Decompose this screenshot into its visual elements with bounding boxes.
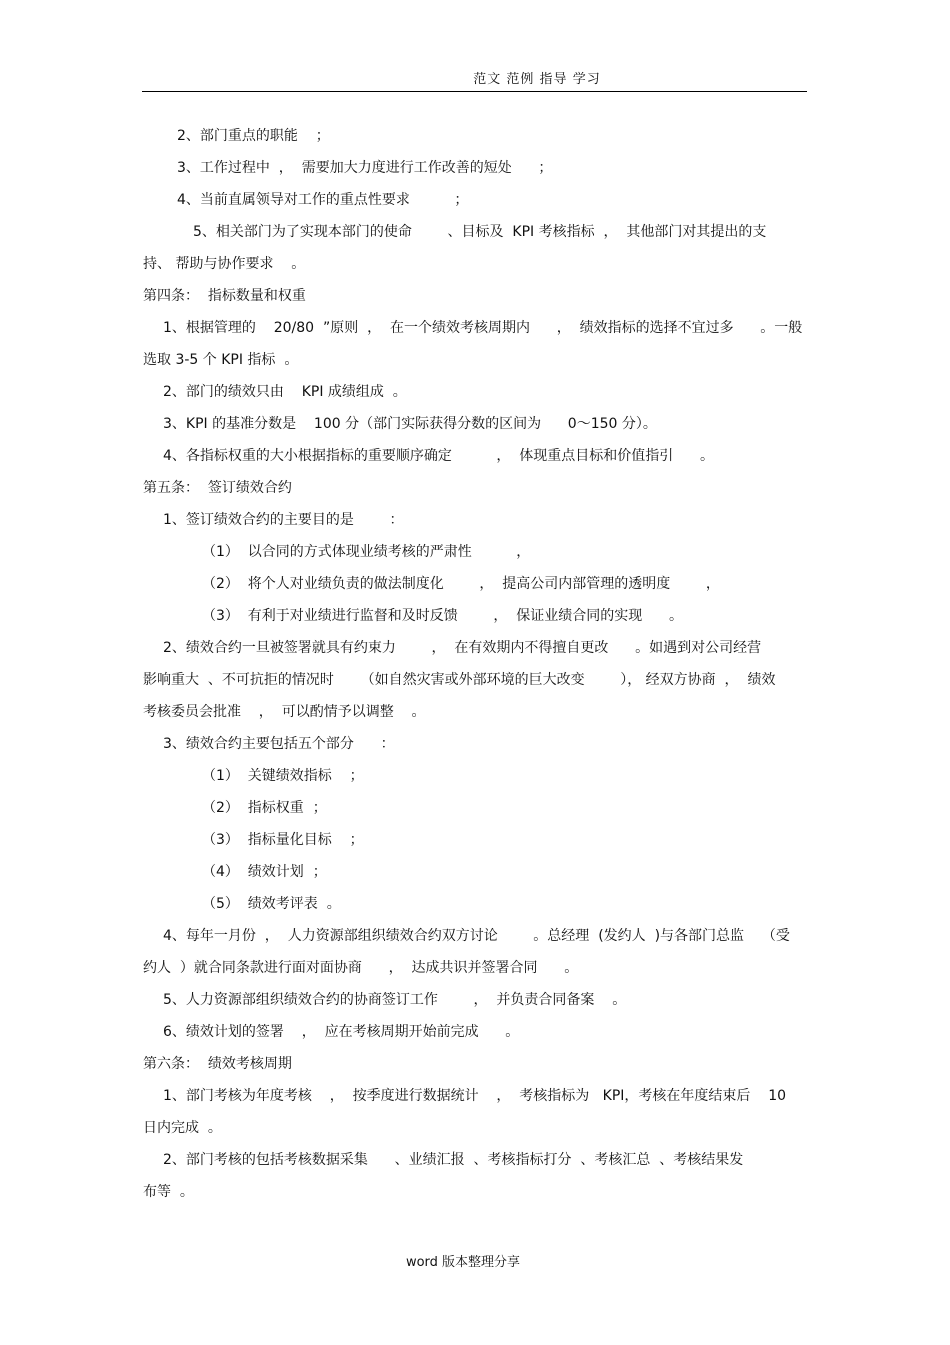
text-line: 4、每年一月份 ， 人力资源部组织绩效合约双方讨论 。总经理 (发约人 )与各部门总监 （受 xyxy=(163,928,790,944)
text-line: （2） 将个人对业绩负责的做法制度化 ， 提高公司内部管理的透明度 ， xyxy=(202,576,720,592)
text-line: 2、部门的绩效只由 KPI 成绩组成 。 xyxy=(163,384,407,400)
text-line: 1、部门考核为年度考核 ， 按季度进行数据统计 ， 考核指标为 KPI，考核在年度结束后 10 xyxy=(163,1088,787,1104)
header-rule xyxy=(142,91,807,92)
text-line: 1、根据管理的 20/80 ”原则 ， 在一个绩效考核周期内 ， 绩效指标的选择不宜过多 。一般 xyxy=(163,320,803,336)
text-line: 3、KPI 的基准分数是 100 分（部门实际获得分数的区间为 0～150 分）。 xyxy=(163,416,657,432)
text-line: 4、各指标权重的大小根据指标的重要顺序确定 ， 体现重点目标和价值指引 。 xyxy=(163,448,715,464)
page-header xyxy=(0,68,950,87)
text-line: （3） 指标量化目标 ； xyxy=(202,832,364,848)
text-line: （1） 关键绩效指标 ； xyxy=(202,768,364,784)
text-line: 选取 3-5 个 KPI 指标 。 xyxy=(143,352,299,368)
text-line: 2、部门考核的包括考核数据采集 、业绩汇报 、考核指标打分 、考核汇总 、考核结果发 xyxy=(163,1152,744,1168)
text-line: 约人 ）就合同条款进行面对面协商 ， 达成共识并签署合同 。 xyxy=(143,960,579,976)
text-line: 4、当前直属领导对工作的重点性要求 ； xyxy=(177,192,469,208)
text-line: 布等 。 xyxy=(143,1184,194,1200)
text-line: 5、人力资源部组织绩效合约的协商签订工作 ， 并负责合同备案 。 xyxy=(163,992,627,1008)
text-line: （4） 绩效计划 ； xyxy=(202,864,327,880)
section-heading: 第四条： 指标数量和权重 xyxy=(143,288,306,304)
footer-text: word 版本整理分享 xyxy=(405,1255,521,1270)
text-line: 3、绩效合约主要包括五个部分 ： xyxy=(163,736,395,752)
section-heading: 第六条： 绩效考核周期 xyxy=(143,1056,292,1072)
text-line: 考核委员会批准 ， 可以酌情予以调整 。 xyxy=(143,704,426,720)
section-heading: 第五条： 签订绩效合约 xyxy=(143,480,292,496)
text-line: 6、绩效计划的签署 ， 应在考核周期开始前完成 。 xyxy=(163,1024,520,1040)
page-footer xyxy=(0,1251,950,1270)
text-line: 3、工作过程中 ， 需要加大力度进行工作改善的短处 ； xyxy=(177,160,553,176)
text-line: 5、相关部门为了实现本部门的使命 、目标及 KPI 考核指标 ， 其他部门对其提出的支 xyxy=(193,224,767,240)
text-line: （1） 以合同的方式体现业绩考核的严肃性 ， xyxy=(202,544,531,560)
text-line: 2、绩效合约一旦被签署就具有约束力 ， 在有效期内不得擅自更改 。如遇到对公司经营 xyxy=(163,640,762,656)
text-line: 日内完成 。 xyxy=(143,1120,222,1136)
header-title: 范文 范例 指导 学习 xyxy=(473,72,601,87)
text-line: 2、部门重点的职能 ； xyxy=(177,128,330,144)
text-line: （5） 绩效考评表 。 xyxy=(202,896,341,912)
text-line: （3） 有利于对业绩进行监督和及时反馈 ， 保证业绩合同的实现 。 xyxy=(202,608,684,624)
text-line: 影响重大 、不可抗拒的情况时 （如自然灾害或外部环境的巨大改变 ）， 经双方协商 ， 绩效 xyxy=(143,672,776,688)
text-line: （2） 指标权重 ； xyxy=(202,800,327,816)
text-line: 1、签订绩效合约的主要目的是 ： xyxy=(163,512,404,528)
text-line: 持、 帮助与协作要求 。 xyxy=(143,256,306,272)
